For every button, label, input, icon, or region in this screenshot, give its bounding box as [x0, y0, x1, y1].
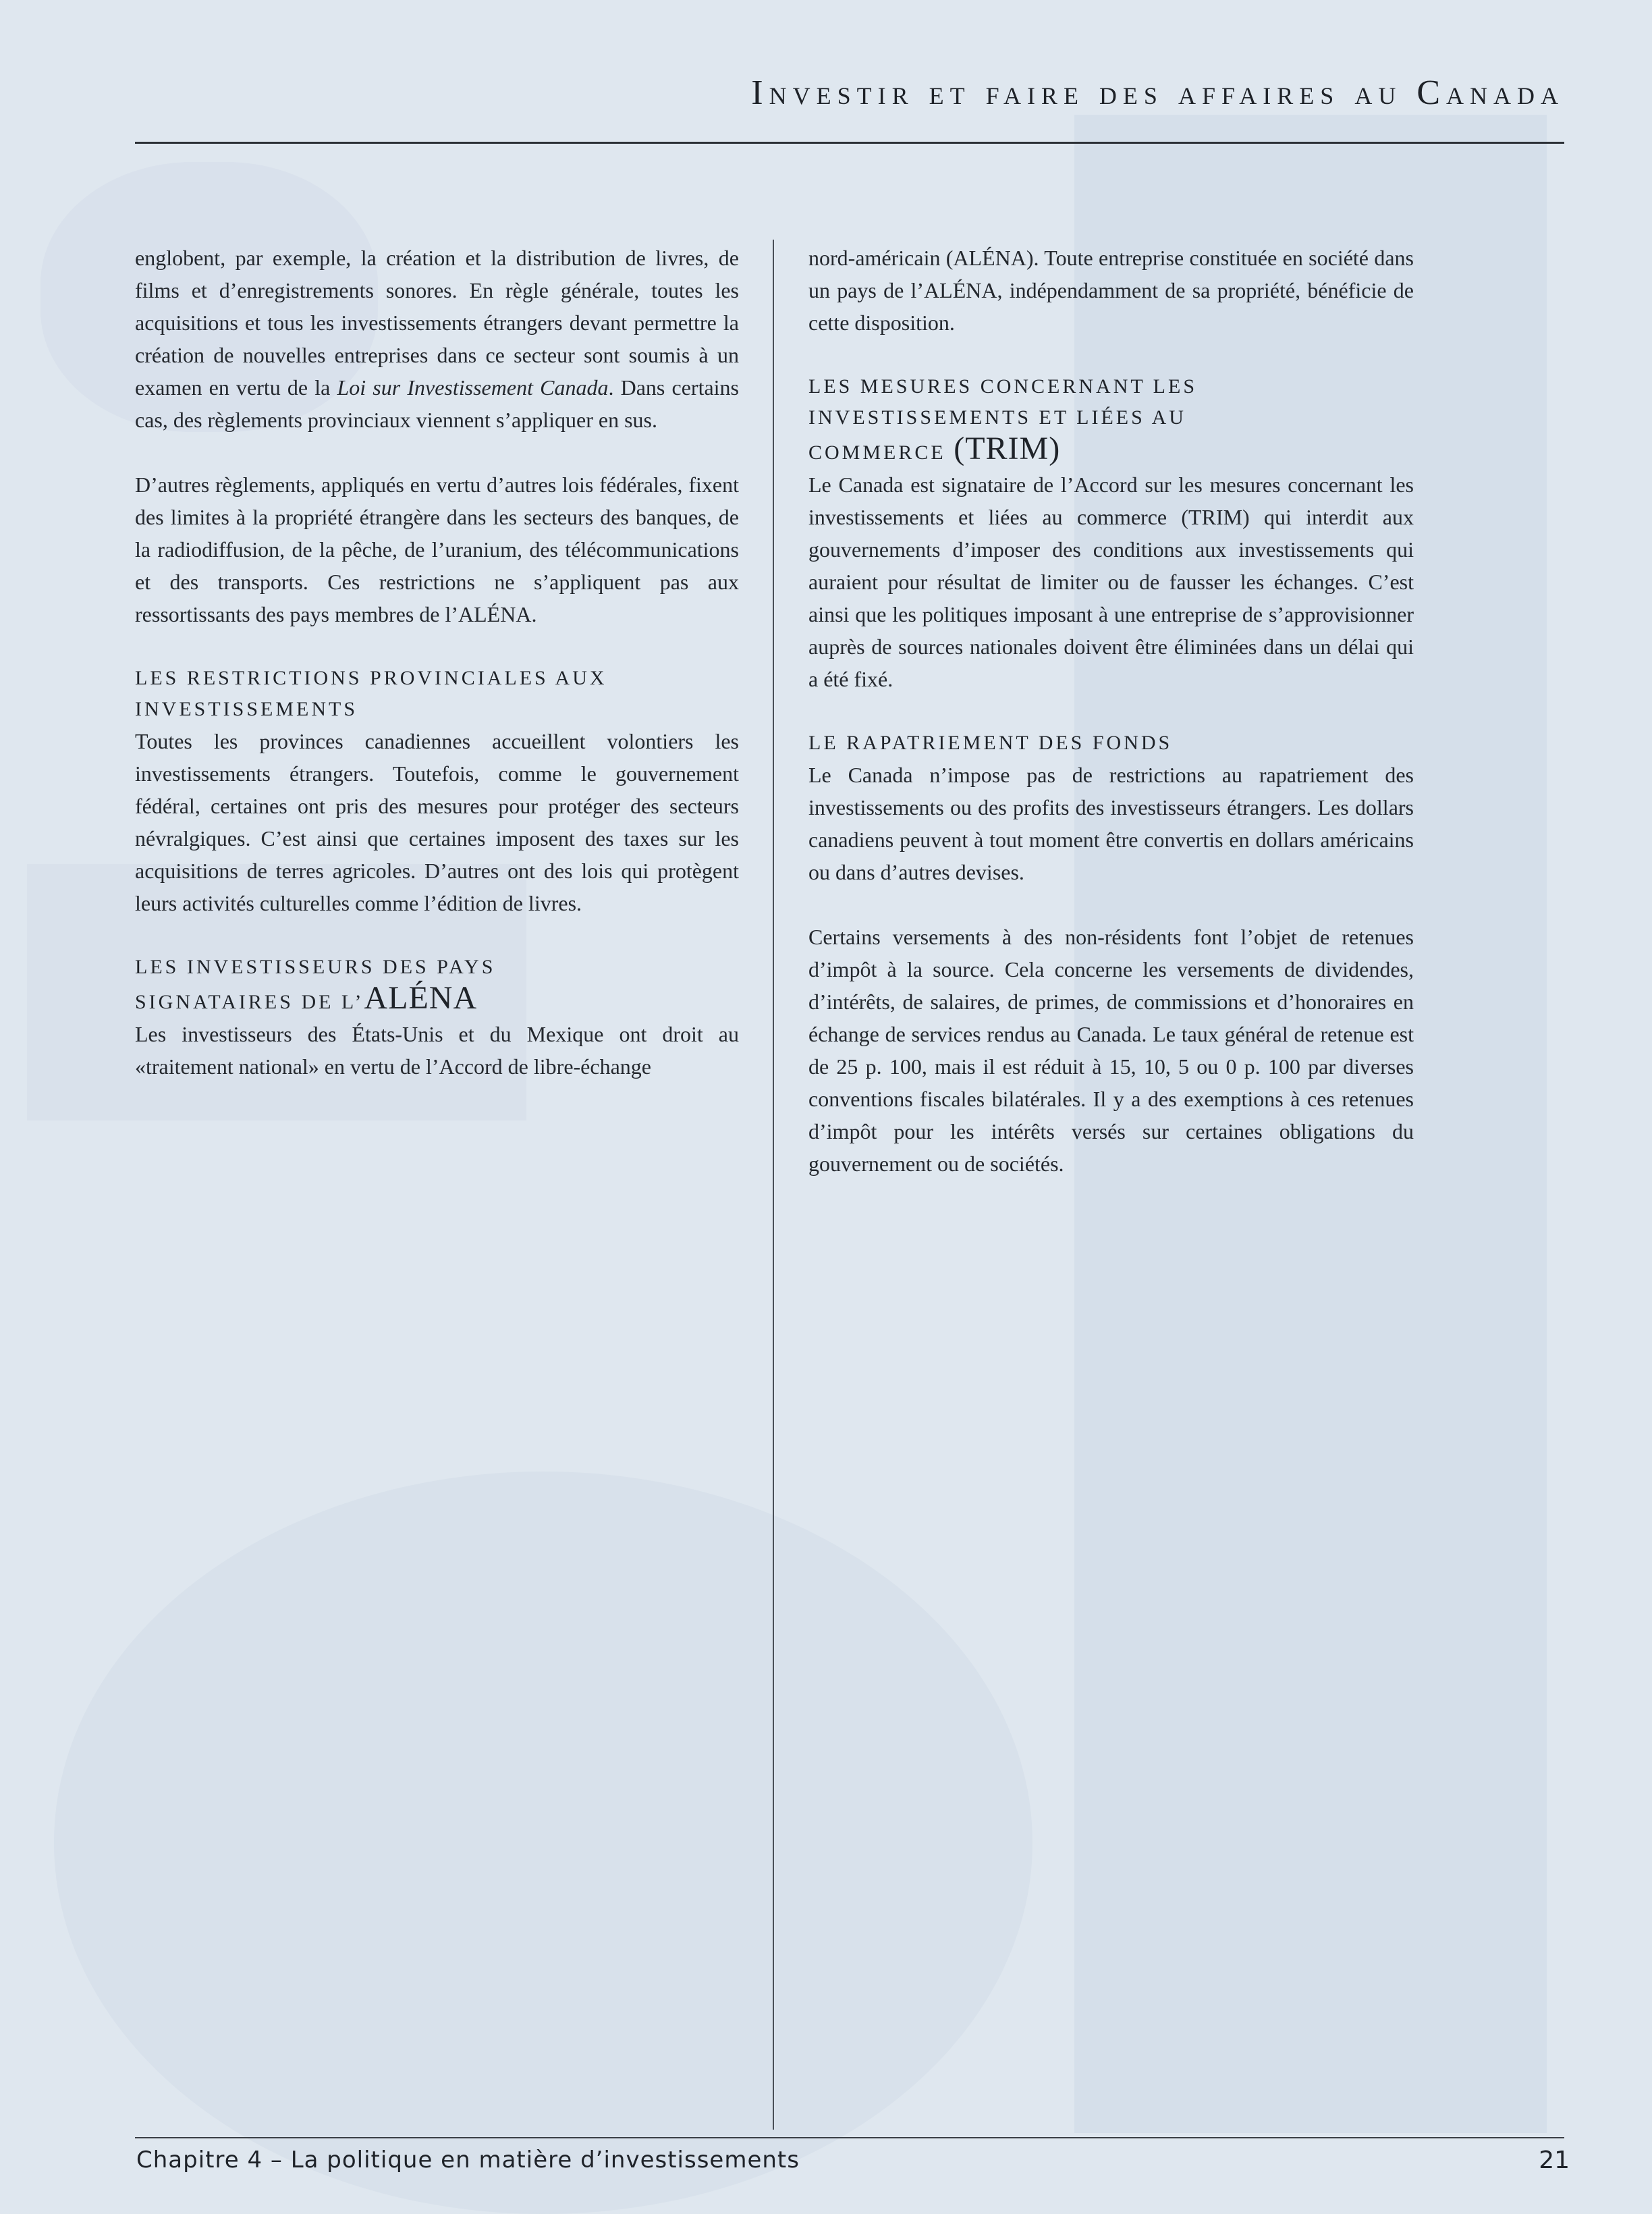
- section-heading-repatriation: LE RAPATRIEMENT DES FONDS: [808, 732, 1173, 754]
- left-column: [135, 242, 739, 1083]
- heading-acronym: ALÉNA: [364, 980, 478, 1016]
- section-body-trim: Le Canada est signataire de l’Accord sur les mesures concernant les investissements et liées au commerce (TRIM) qui interdit aux gouvernements d’imposer des conditions aux investissements qui auraient pour résultat de limiter ou de fausser les échanges. C’est ainsi que les politiques imposant à une entreprise de s’approvisionner auprès de sources nationales doivent être éliminées dans un délai qui a été fixé.: [808, 473, 1414, 691]
- heading-acronym: (TRIM): [954, 431, 1061, 466]
- heading-line-1: LES RESTRICTIONS PROVINCIALES AUX: [135, 667, 607, 689]
- section-body-nafta-investors: Les investisseurs des États-Unis et du Mexique ont droit au «traitement national» en vertu de l’Accord de libre-échange: [135, 1022, 739, 1079]
- paragraph-federal-limits: D’autres règlements, appliqués en vertu d’autres lois fédérales, fixent des limites à la propriété étrangère dans les secteurs des banques, de la radiodiffusion, de la pêche, de l’uranium, des télécommunications et des transports. Ces restrictions ne s’appliquent pas aux ressortissants des pays membres de l’ALÉNA.: [135, 473, 739, 626]
- heading-line-1: LES MESURES CONCERNANT LES: [808, 375, 1198, 398]
- paragraph-cultural-sector: [135, 242, 739, 436]
- heading-line-3: COMMERCE: [808, 441, 954, 464]
- heading-line-2: INVESTISSEMENTS: [135, 698, 358, 720]
- header-rule: [135, 142, 1564, 144]
- right-column: [808, 242, 1414, 1180]
- paragraph-text: englobent, par exemple, la création et la distribution de livres, de films et d’enregistrements sonores. En règle générale, toutes les acquisitions et tous les investissements étrangers devant permettre la création de nouvelles entreprises dans ce secteur sont soumis à un examen en vertu de la: [135, 246, 739, 400]
- paragraph-text-end: . Dans certains cas, des règlements provinciaux viennent s’appliquer en sus.: [135, 375, 740, 432]
- heading-line-2: SIGNATAIRES DE L’: [135, 991, 364, 1013]
- heading-line-2: INVESTISSEMENTS ET LIÉES AU: [808, 406, 1186, 429]
- section-body-provincial-restrictions: Toutes les provinces canadiennes accueillent volontiers les investissements étrangers. Toutefois, comme le gouvernement fédéral, certaines ont pris des mesures pour protéger des secteurs névralgiques. C’est ainsi que certaines imposent des taxes sur les acquisitions de terres agricoles. D’autres ont des lois qui protègent leurs activités culturelles comme l’édition de livres.: [135, 729, 739, 915]
- law-name: Loi sur Investissement Canada: [337, 375, 609, 400]
- page-number: 21: [1539, 2146, 1570, 2174]
- section-body-repatriation-1: Le Canada n’impose pas de restrictions au rapatriement des investissements ou des profits des investisseurs étrangers. Les dollars canadiens peuvent à tout moment être convertis en dollars américains ou dans d’autres devises.: [808, 763, 1414, 884]
- section-heading-provincial-restrictions: [135, 663, 739, 725]
- footer-chapter-title: Chapitre 4 – La politique en matière d’investissements: [136, 2146, 800, 2174]
- heading-line-1: LES INVESTISSEURS DES PAYS: [135, 956, 496, 978]
- section-heading-nafta-investors: [135, 952, 739, 1018]
- background-ghost-circle: [54, 1472, 1032, 2214]
- paragraph-nafta-continued: nord-américain (ALÉNA). Toute entreprise constituée en société dans un pays de l’ALÉNA, indépendamment de sa propriété, bénéficie de cette disposition.: [808, 246, 1414, 335]
- column-divider: [773, 240, 774, 2130]
- section-body-repatriation-2: Certains versements à des non-résidents font l’objet de retenues d’impôt à la source. Cela concerne les versements de dividendes, d’intérêts, de salaires, de primes, de commissions et d’honoraires en échange de services rendus au Canada. Le taux général de retenue est de 25 p. 100, mais il est réduit à 15, 10, 5 ou 0 p. 100 par diverses conventions fiscales bilatérales. Il y a des exemptions à ces retenues d’impôt pour les intérêts versés sur certaines obligations du gouvernement ou de sociétés.: [808, 925, 1414, 1176]
- footer-rule: [135, 2137, 1564, 2138]
- section-heading-trim: [808, 371, 1414, 468]
- running-header: Investir et faire des affaires au Canada: [751, 74, 1564, 112]
